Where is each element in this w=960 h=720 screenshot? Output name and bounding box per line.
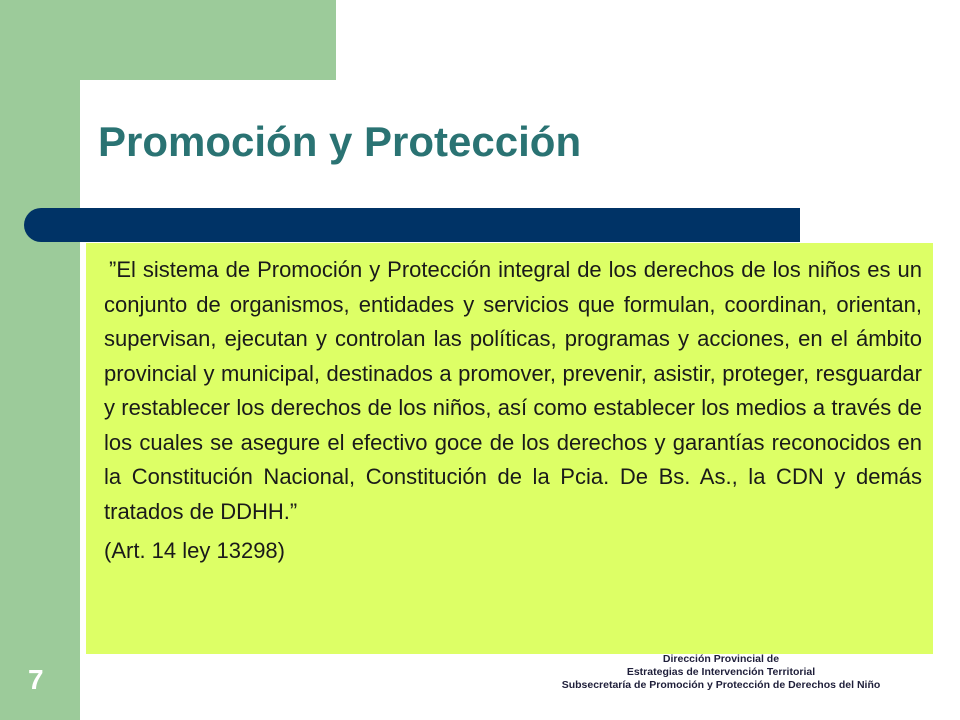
footer-line-3: Subsecretaría de Promoción y Protección de Derechos del Niño	[561, 679, 881, 691]
slide-number: 7	[28, 664, 44, 695]
quote-text: ”El sistema de Promoción y Protección integral de los derechos de los niños es un conjunto de organismos, entidades y servicios que formulan, coordinan, orientan, supervisan, ejecutan y controlan las políticas, programas y acciones, en el ámbito provincial y municipal, destinados a promover, prevenir, asistir, proteger, resguardar y restablecer los derechos de los niños, así como establecer los medios a través de los cuales se asegure el efectivo goce de los derechos y garantías reconocidos en la Constitución Nacional, Constitución de la Pcia. De Bs. As., la CDN y demás tratados de DDHH.”	[104, 257, 922, 524]
footer-institution	[520, 653, 922, 692]
top-green-block	[80, 0, 336, 80]
quote-box	[86, 243, 933, 654]
title-divider-bar	[24, 208, 800, 242]
footer-line-1: Dirección Provincial de	[662, 653, 780, 665]
footer-line-2: Estrategias de Intervención Territorial	[626, 666, 816, 678]
sidebar-green-column	[0, 0, 80, 720]
quote-citation: (Art. 14 ley 13298)	[104, 538, 285, 563]
slide-title: Promoción y Protección	[98, 118, 582, 165]
